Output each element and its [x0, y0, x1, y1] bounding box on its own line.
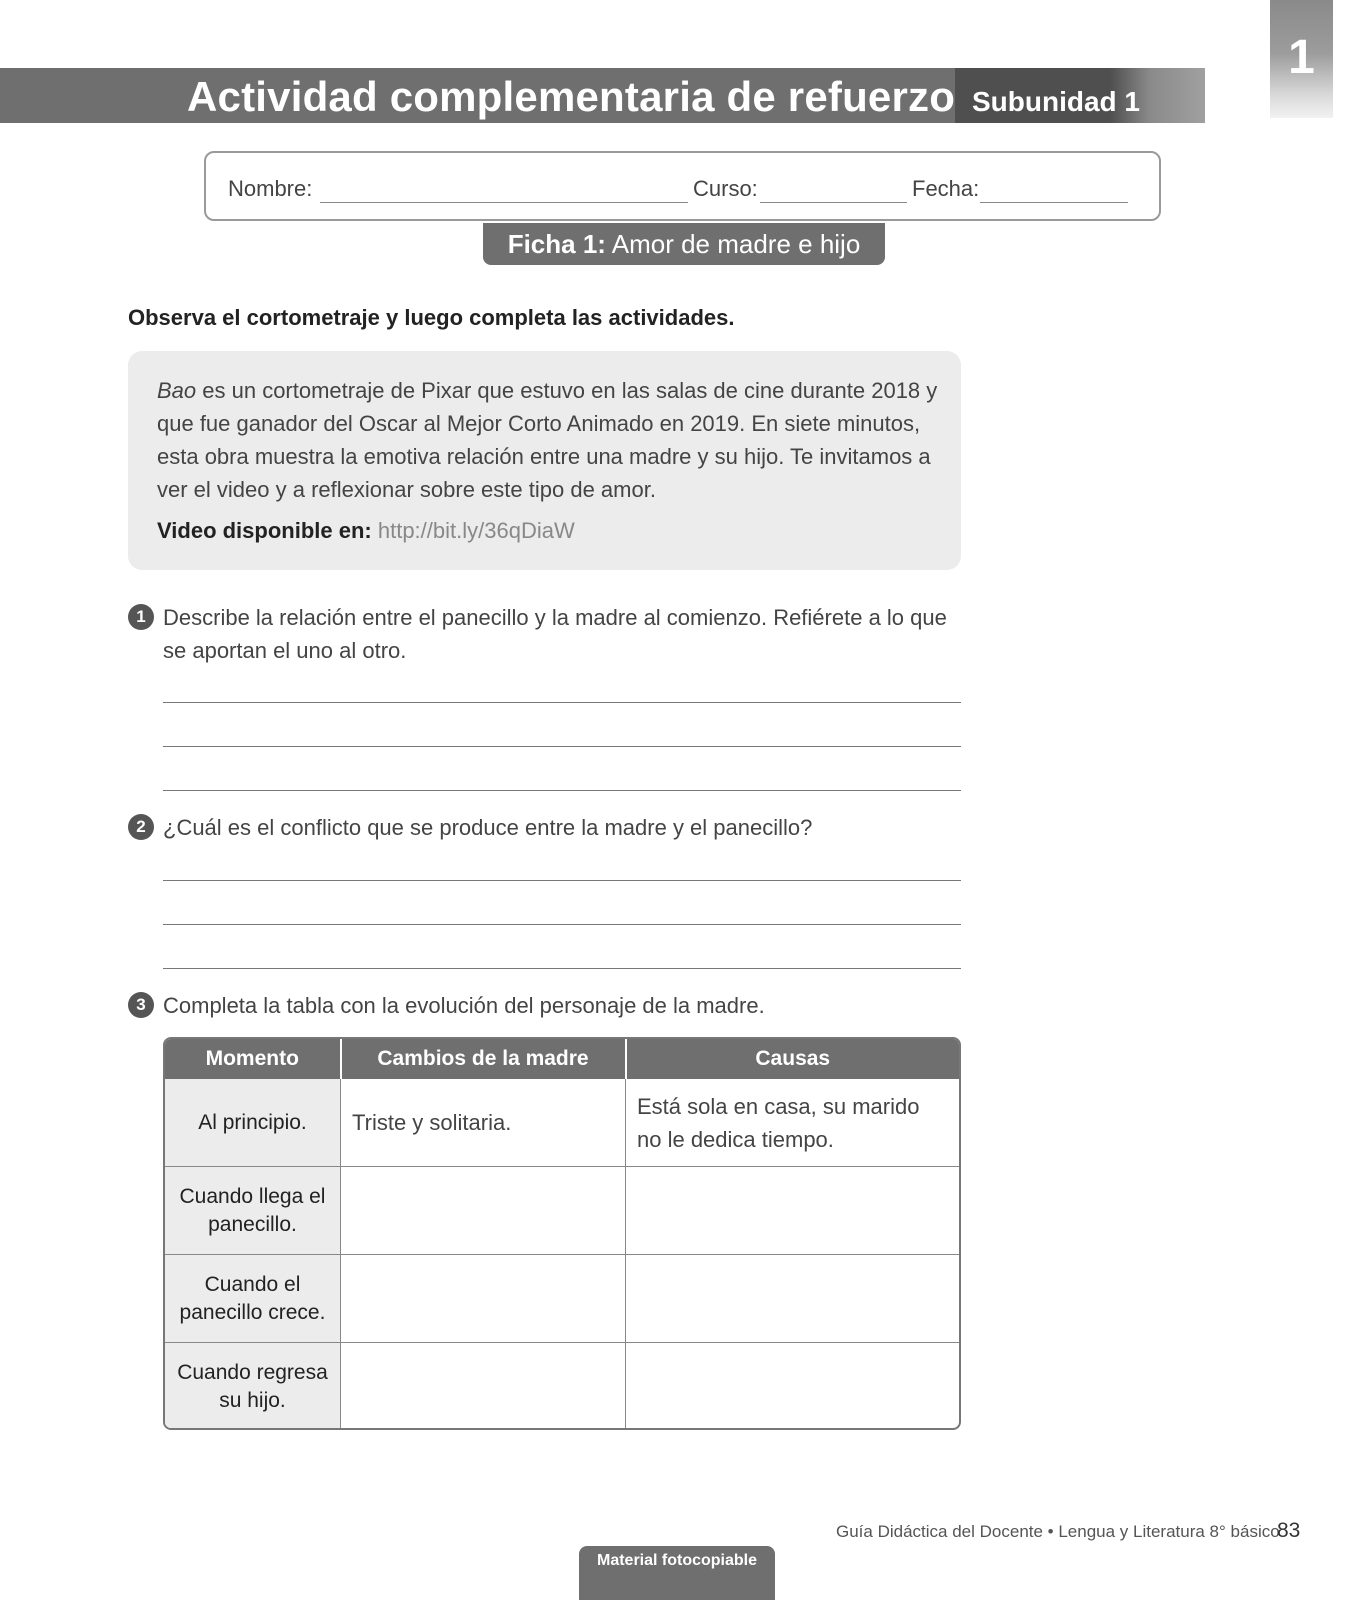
question-3-number: 3: [128, 992, 154, 1018]
subunit-label: Subunidad 1: [972, 86, 1140, 117]
answer-line[interactable]: [163, 924, 961, 925]
worksheet-title: [483, 223, 885, 265]
evolution-table: [163, 1037, 961, 1430]
table-header-row: [165, 1039, 959, 1079]
instruction: Observa el cortometraje y luego completa las actividades.: [128, 305, 735, 330]
unit-number-tab: 1: [1270, 0, 1333, 118]
table-row: [165, 1079, 959, 1167]
worksheet-name: Amor de madre e hijo: [611, 229, 861, 259]
moment-cell: Cuando el panecillo crece.: [165, 1255, 341, 1343]
video-line: [157, 518, 575, 544]
video-link[interactable]: http://bit.ly/36qDiaW: [377, 518, 575, 543]
video-label: Video disponible en:: [157, 518, 372, 543]
name-field[interactable]: [320, 202, 688, 203]
answer-line[interactable]: [163, 790, 961, 791]
header-moment: Momento: [165, 1039, 341, 1079]
header-causes: Causas: [626, 1039, 960, 1079]
photocopiable-badge: Material fotocopiable: [579, 1546, 775, 1600]
info-text: es un cortometraje de Pixar que estuvo en las salas de cine durante 2018 y que fue ganador del Oscar al Mejor Corto Animado en 2019. En siete minutos, esta obra muestra la emotiva relación entre una madre y su hijo. Te invitamos a ver el video y a reflexionar sobre este tipo de amor.: [157, 378, 938, 502]
moment-cell: Cuando regresa su hijo.: [165, 1343, 341, 1431]
header-changes: Cambios de la madre: [341, 1039, 626, 1079]
changes-cell[interactable]: Triste y solitaria.: [341, 1079, 626, 1167]
date-field[interactable]: [980, 202, 1128, 203]
changes-cell[interactable]: [341, 1255, 626, 1343]
causes-cell[interactable]: Está sola en casa, su marido no le dedica tiempo.: [626, 1079, 960, 1167]
answer-line[interactable]: [163, 702, 961, 703]
causes-cell[interactable]: [626, 1167, 960, 1255]
page-title: Actividad complementaria de refuerzo: [187, 73, 956, 120]
answer-line[interactable]: [163, 880, 961, 881]
causes-cell[interactable]: [626, 1343, 960, 1431]
course-field[interactable]: [760, 202, 907, 203]
question-1-text: Describe la relación entre el panecillo y la madre al comienzo. Refiérete a lo que se aportan el uno al otro.: [163, 605, 947, 663]
question-1-number: 1: [128, 604, 154, 630]
name-label: Nombre:: [228, 176, 313, 201]
table-row: [165, 1255, 959, 1343]
date-label: Fecha:: [912, 176, 980, 201]
changes-cell[interactable]: [341, 1167, 626, 1255]
course-label: Curso:: [693, 176, 758, 201]
causes-cell[interactable]: [626, 1255, 960, 1343]
question-2-number: 2: [128, 814, 154, 840]
student-info-box: [204, 151, 1161, 221]
film-title: Bao: [157, 378, 197, 403]
answer-line[interactable]: [163, 746, 961, 747]
question-3-text: Completa la tabla con la evolución del personaje de la madre.: [163, 993, 765, 1018]
changes-cell[interactable]: [341, 1343, 626, 1431]
table-row: [165, 1343, 959, 1431]
moment-cell: Cuando llega el panecillo.: [165, 1167, 341, 1255]
info-paragraph: [157, 374, 947, 506]
question-2-text: ¿Cuál es el conflicto que se produce entre la madre y el panecillo?: [163, 815, 813, 840]
page-number: 83: [1277, 1519, 1301, 1542]
footer-credits: Guía Didáctica del Docente • Lengua y Literatura 8° básico: [836, 1522, 1280, 1541]
table-row: [165, 1167, 959, 1255]
worksheet-number: Ficha 1:: [507, 229, 606, 259]
moment-cell: Al principio.: [165, 1079, 341, 1167]
answer-line[interactable]: [163, 968, 961, 969]
